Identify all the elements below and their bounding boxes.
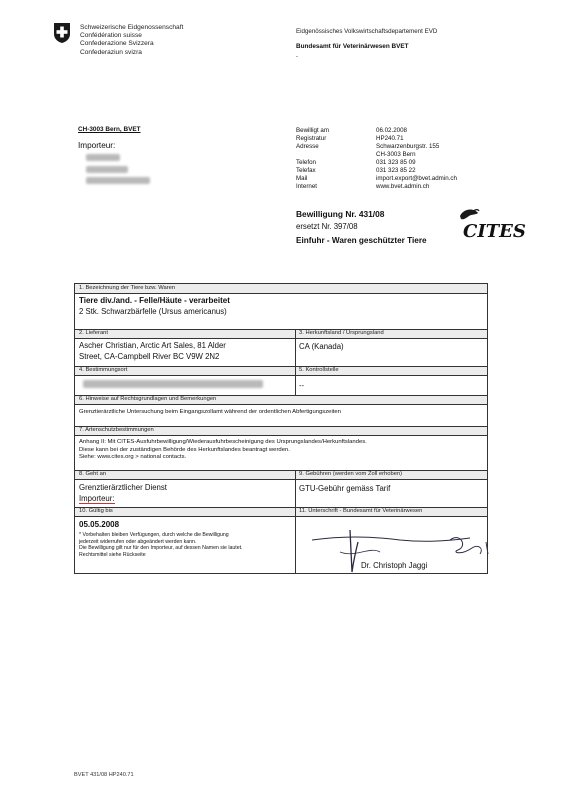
- redacted-destination: [83, 380, 263, 388]
- supplier-line-2: Street, CA-Campbell River BC V9W 2N2: [79, 352, 220, 361]
- info-label: Internet: [296, 183, 317, 190]
- permit-replaces: ersetzt Nr. 397/08: [296, 222, 358, 231]
- redacted-importer-address: [86, 166, 128, 173]
- goods-description: Tiere div./and. - Felle/Häute - verarbeitet: [79, 296, 230, 305]
- field-2-label: 2. Lieferant: [79, 330, 109, 336]
- sender-line: CH-3003 Bern, BVET: [78, 126, 141, 133]
- field-6-label: 6. Hinweise auf Rechtsgrundlagen und Bemerkungen: [79, 396, 217, 402]
- validity-notes: [79, 532, 243, 558]
- importer-label: Importeur:: [78, 141, 116, 150]
- validity-note-line: * Vorbehalten bleiben Verfügungen, durch welche die Bewilligung: [79, 532, 229, 538]
- fees: GTU-Gebühr gemäss Tarif: [299, 484, 391, 493]
- supplier-line-1: Ascher Christian, Arctic Art Sales, 81 Alder: [79, 341, 226, 350]
- validity-note-line: jederzeit widerrufen oder abgeändert werden kann.: [79, 538, 197, 545]
- office-name: Bundesamt für Veterinärwesen BVET: [296, 43, 409, 50]
- field-1-label: 1. Bezeichnung der Tiere bzw. Waren: [79, 285, 176, 291]
- field-8-label: 8. Geht an: [79, 471, 107, 477]
- field-4-label: 4. Bestimmungsort: [79, 367, 128, 373]
- species-rule-line: Anhang II: Mit CITES-Ausfuhrbewilligung/Wiederausfuhrbescheinigung des Ursprungslandes/Herkunftslandes.: [79, 439, 367, 445]
- info-values: [376, 127, 457, 191]
- info-label: Adresse: [296, 143, 319, 150]
- species-rule-line: Diese kann bei der zuständigen Behörde des Herkunftslandes beantragt werden.: [79, 446, 290, 453]
- info-label: Registratur: [296, 135, 327, 142]
- fax-number: 031 323 85 22: [376, 167, 416, 174]
- admin-name-fr: Confédération suisse: [80, 32, 142, 40]
- signer-name: Dr. Christoph Jaggi: [361, 561, 428, 570]
- validity-note-line: Rechtsmittel siehe Rückseite: [79, 551, 146, 558]
- admin-name-de: Schweizerische Eidgenossenschaft: [80, 24, 184, 31]
- department-name: Eidgenössisches Volkswirtschaftsdepartement EVD: [296, 28, 438, 35]
- handwritten-signature: [310, 528, 500, 578]
- admin-name-it: Confederazione Svizzera: [80, 40, 154, 48]
- info-label: Telefax: [296, 167, 316, 174]
- website: www.bvet.admin.ch: [376, 183, 430, 190]
- cites-logo-text: CITES: [463, 221, 526, 242]
- redacted-importer-name: [86, 154, 120, 161]
- info-label: Telefon: [296, 159, 316, 166]
- administration-names: [80, 24, 183, 57]
- control-point: --: [299, 381, 305, 390]
- species-rule-line: Siehe: www.cites.org > national contacts.: [79, 454, 187, 460]
- footer-reference: BVET 431/08 HP240.71: [74, 772, 134, 778]
- permit-title: Einfuhr - Waren geschützter Tiere: [296, 236, 427, 245]
- approval-date: 06.02.2008: [376, 127, 407, 134]
- info-labels: [296, 127, 329, 191]
- swiss-coat-of-arms-icon: [53, 22, 71, 44]
- field-7-label: 7. Artenschutzbestimmungen: [79, 427, 154, 433]
- department-mark: -: [296, 54, 298, 60]
- field-11-label: 11. Unterschrift - Bundesamt für Veterinärwesen: [299, 508, 423, 514]
- recipient-service: Grenztierärztlicher Dienst: [79, 483, 167, 492]
- field-10-label: 10. Gültig bis: [79, 508, 113, 514]
- species-protection-rules: [79, 439, 367, 462]
- admin-name-rm: Confederaziun svizra: [80, 48, 142, 56]
- cites-logo: [452, 204, 526, 244]
- info-label: [296, 151, 329, 159]
- address-street: Schwarzenburgstr. 155: [376, 143, 440, 150]
- registry-number: HP240.71: [376, 135, 404, 142]
- info-label: Bewilligt am: [296, 127, 330, 134]
- valid-until: 05.05.2008: [79, 520, 120, 529]
- legal-remarks: Grenztierärztliche Untersuchung beim Eingangszollamt während der ordentlichen Abfertigungszeiten: [79, 409, 341, 415]
- address-city: CH-3003 Bern: [376, 151, 416, 158]
- country-of-origin: CA (Kanada): [299, 342, 344, 351]
- phone-number: 031 323 85 09: [376, 159, 416, 166]
- field-3-label: 3. Herkunftsland / Ursprungsland: [299, 330, 384, 336]
- redacted-importer-city: [86, 177, 150, 184]
- validity-note-line: Die Bewilligung gilt nur für den Importeur, auf dessen Namen sie lautet.: [79, 545, 243, 552]
- email-address: import.export@bvet.admin.ch: [376, 175, 457, 182]
- field-5-label: 5. Kontrollstelle: [299, 367, 339, 373]
- info-label: Mail: [296, 175, 308, 182]
- recipient-importer: Importeur:: [79, 494, 115, 503]
- goods-quantity: 2 Stk. Schwarzbärfelle (Ursus americanus): [79, 307, 227, 316]
- permit-number: Bewilligung Nr. 431/08: [296, 209, 385, 219]
- field-9-label: 9. Gebühren (werden vom Zoll erhoben): [299, 471, 403, 477]
